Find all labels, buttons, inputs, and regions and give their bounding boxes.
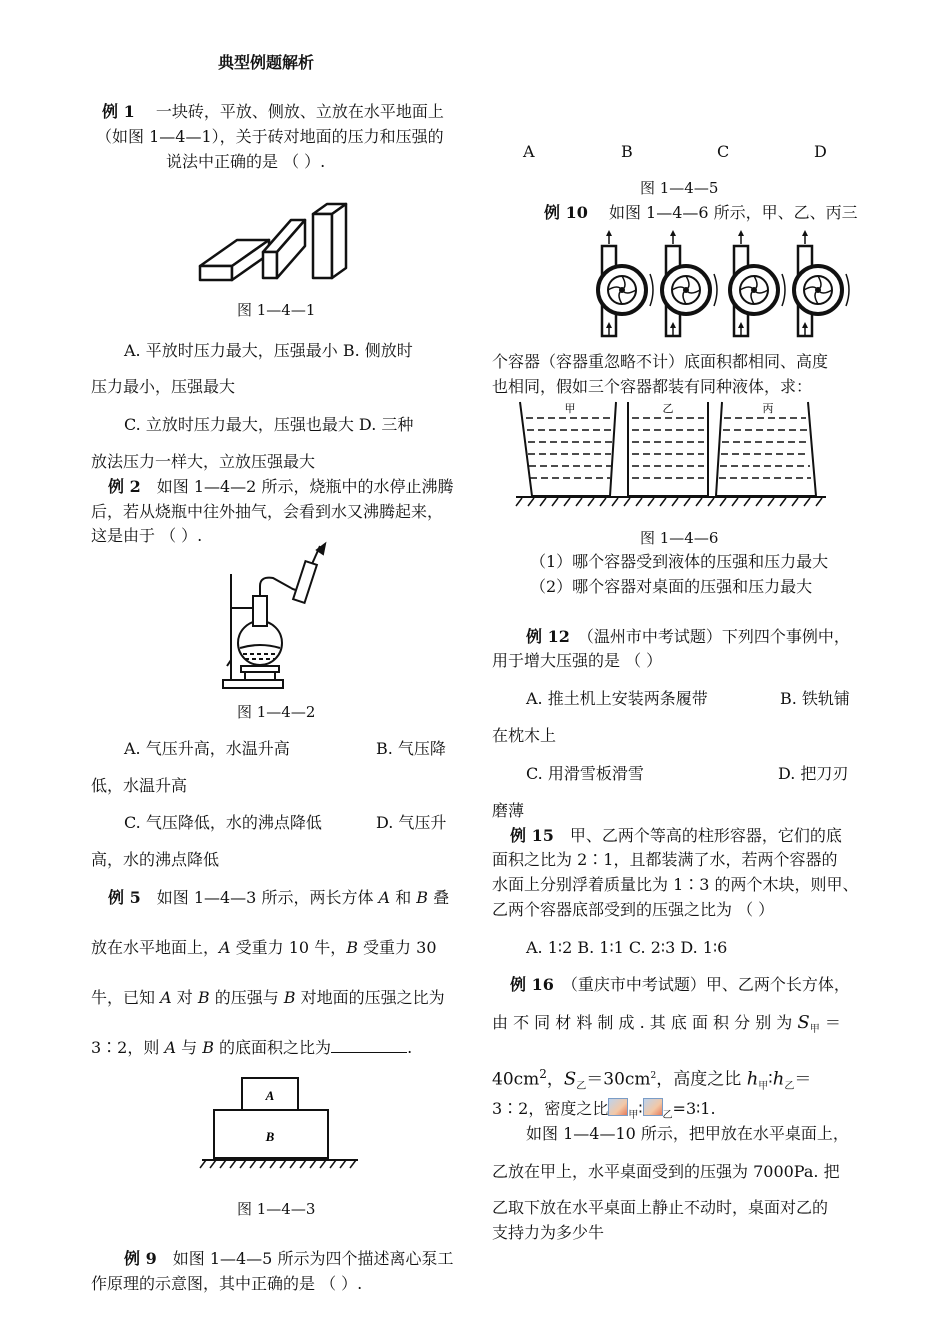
figure-1-4-5-pumps	[594, 238, 856, 334]
caption-1-4-2: 图 1—4—2	[237, 703, 316, 721]
ex16-line8: 支持力为多少牛	[492, 1223, 605, 1242]
ex5-line1: 例 5 如图 1—4—3 所示，两长方体 A 和 B 叠	[108, 888, 450, 907]
option-a-label: A	[523, 142, 535, 161]
ex10-question-1: （1）哪个容器受到液体的压强和压力最大	[530, 552, 829, 571]
page-title: 典型例题解析	[218, 53, 315, 72]
ex9-line2: 作原理的示意图，其中正确的是 （ ）.	[91, 1274, 363, 1293]
ex12-option-a: A. 推土机上安装两条履带	[526, 689, 708, 708]
ex12-line1: 例 12 （温州市中考试题）下列四个事例中，	[526, 627, 850, 646]
ex15-line4: 乙两个容器底部受到的压强之比为 （ ）	[492, 900, 775, 919]
rho-image-icon	[643, 1098, 663, 1116]
ex12-option-c: C. 用滑雪板滑雪	[526, 764, 644, 783]
ex2-option-c: C. 气压降低，水的沸点降低	[124, 813, 322, 832]
ex5-line3: 牛，已知 A 对 B 的压强与 B 对地面的压强之比为	[91, 988, 445, 1007]
ex12-option-b: B. 铁轨铺	[780, 689, 850, 708]
ex15-line2: 面积之比为 2∶1，且都装满了水，若两个容器的	[492, 850, 838, 869]
ex1-option-b-cont: 压力最小，压强最大	[91, 377, 236, 396]
option-d-label: D	[814, 142, 827, 161]
ex16-line6: 乙放在甲上，水平桌面受到的压强为 7000Pa. 把	[492, 1162, 840, 1181]
ex1-option-d-cont: 放法压力一样大，立放压强最大	[91, 452, 316, 471]
ex5-line2: 放在水平地面上，A 受重力 10 牛，B 受重力 30	[91, 938, 437, 957]
option-b-label: B	[621, 142, 633, 161]
ex1-line1: 例 1 一块砖，平放、侧放、立放在水平地面上	[102, 102, 444, 121]
caption-1-4-3: 图 1—4—3	[237, 1200, 316, 1218]
ex2-line2: 后，若从烧瓶中往外抽气，会看到水又沸腾起来，	[91, 502, 444, 521]
ex15-line1: 例 15 甲、乙两个等高的柱形容器，它们的底	[510, 826, 842, 845]
ex10-line3: 也相同，假如三个容器都装有同种液体，求：	[492, 377, 813, 396]
ex9-line1: 例 9 如图 1—4—5 所示为四个描述离心泵工	[124, 1249, 454, 1268]
ex1-line2: （如图 1—4—1），关于砖对地面的压力和压强的	[96, 127, 444, 146]
ex16-line7: 乙取下放在水平桌面上静止不动时，桌面对乙的	[492, 1198, 829, 1217]
figure-1-4-2-flask	[215, 548, 335, 693]
ex16-line2: 由 不 同 材 料 制 成 . 其 底 面 积 分 别 为 $S_甲$ ＝	[492, 1012, 841, 1036]
ex12-line2: 用于增大压强的是 （ ）	[492, 651, 663, 670]
ex1-option-a-b: A. 平放时压力最大，压强最小 B. 侧放时	[124, 341, 413, 360]
ex2-option-d-cont: 高，水的沸点降低	[91, 850, 220, 869]
ex12-option-d: D. 把刀刃	[778, 764, 849, 783]
caption-1-4-1: 图 1—4—1	[237, 301, 316, 319]
figure-1-4-1-bricks	[195, 200, 355, 282]
ex16-line4: 3∶2，密度之比 $_甲$∶ $_乙$=3∶1.	[492, 1099, 716, 1122]
figure-1-4-6-containers	[516, 398, 826, 510]
ex10-question-2: （2）哪个容器对桌面的压强和压力最大	[530, 577, 813, 596]
container-jia-label: 甲	[564, 402, 576, 415]
ex10-line1: 例 10 如图 1—4—6 所示，甲、乙、丙三	[544, 203, 858, 222]
ex12-option-b-cont: 在枕木上	[492, 726, 557, 745]
rho-image-icon	[608, 1098, 628, 1116]
caption-1-4-6: 图 1—4—6	[640, 529, 719, 547]
ex10-line2: 个容器（容器重忽略不计）底面积都相同、高度	[492, 352, 829, 371]
container-bing-label: 丙	[762, 402, 774, 415]
ex1-line3: 说法中正确的是 （ ）.	[166, 152, 326, 171]
ex16-line5: 如图 1—4—10 所示，把甲放在水平桌面上，	[526, 1124, 849, 1143]
ex16-line1: 例 16 （重庆市中考试题）甲、乙两个长方体，	[510, 975, 850, 994]
ex2-line1: 例 2 如图 1—4—2 所示，烧瓶中的水停止沸腾	[108, 477, 454, 496]
block-a-label: A	[265, 1088, 275, 1103]
block-b-label: B	[265, 1129, 275, 1144]
figure-1-4-3-blocks	[200, 1074, 360, 1174]
ex2-option-d: D. 气压升	[376, 813, 447, 832]
ex16-line3: $40cm^2$，$S_乙=30cm^2$，高度之比 $h_甲∶h_乙=$	[492, 1067, 812, 1093]
option-c-label: C	[717, 142, 730, 161]
ex15-line3: 水面上分别浮着质量比为 1∶3 的两个木块，则甲、	[492, 875, 859, 894]
ex2-option-b-cont: 低，水温升高	[91, 776, 188, 795]
ex2-option-a: A. 气压升高，水温升高	[124, 739, 290, 758]
ex12-option-d-cont: 磨薄	[492, 801, 525, 820]
answer-blank	[331, 1038, 407, 1053]
ex2-line3: 这是由于 （ ）.	[91, 526, 203, 545]
caption-1-4-5: 图 1—4—5	[640, 179, 719, 197]
ex2-option-b: B. 气压降	[376, 739, 446, 758]
ex5-line4: 3∶2，则 A 与 B 的底面积之比为 .	[91, 1038, 413, 1057]
container-yi-label: 乙	[662, 402, 674, 415]
ex1-option-c-d: C. 立放时压力最大，压强也最大 D. 三种	[124, 415, 414, 434]
ex15-options: A. 1∶2 B. 1∶1 C. 2∶3 D. 1∶6	[526, 938, 728, 957]
